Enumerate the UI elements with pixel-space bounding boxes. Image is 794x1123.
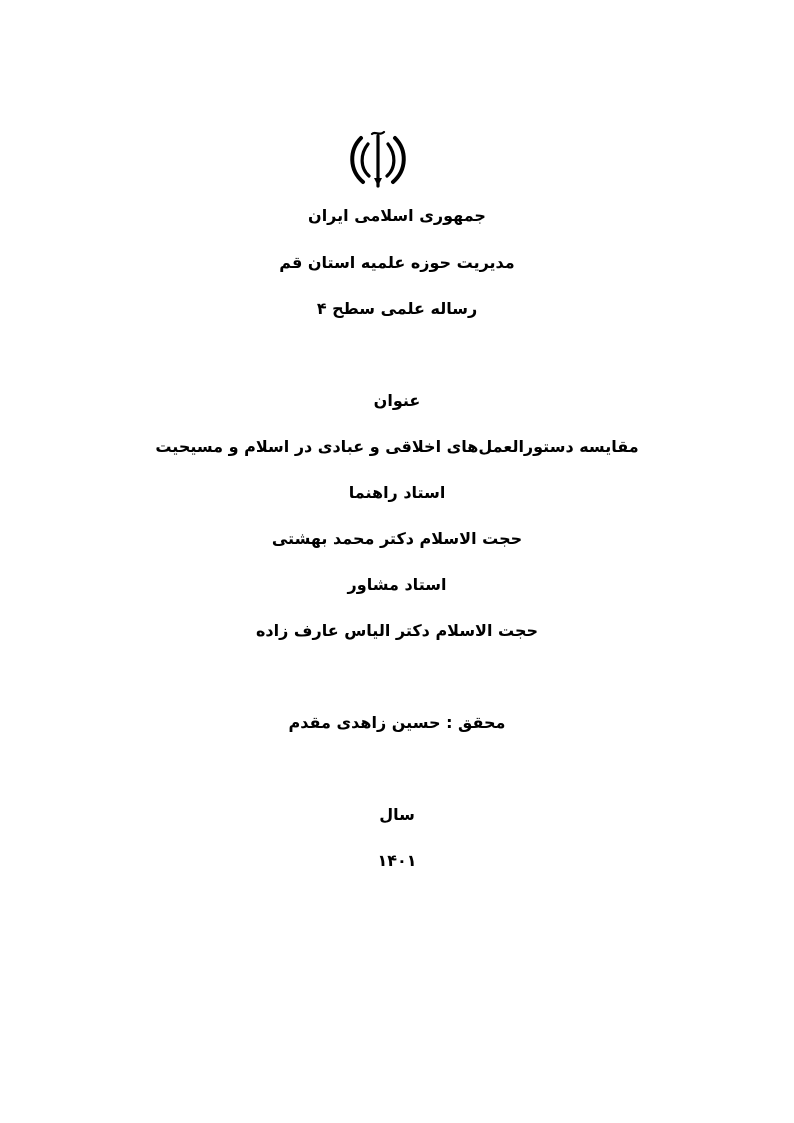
country-name: جمهوری اسلامی ایران	[308, 206, 486, 225]
advisor-name: حجت الاسلام دکتر الیاس عارف زاده	[255, 621, 539, 640]
supervisor-name: حجت الاسلام دکتر محمد بهشتی	[271, 529, 523, 548]
thesis-level: رساله علمی سطح ۴	[316, 299, 478, 318]
institution-name: مدیریت حوزه علمیه استان قم	[279, 253, 515, 272]
iran-emblem-icon	[347, 128, 409, 190]
advisor-label: استاد مشاور	[347, 575, 447, 594]
thesis-title: مقایسه دستورالعمل‌های اخلاقی و عبادی در اسلام و مسیحیت	[155, 437, 639, 456]
year-value: ۱۴۰۱	[377, 851, 417, 870]
year-label: سال	[379, 805, 415, 824]
supervisor-label: استاد راهنما	[348, 483, 446, 502]
title-label: عنوان	[373, 391, 421, 410]
researcher-line: محقق : حسین زاهدی مقدم	[288, 713, 506, 732]
